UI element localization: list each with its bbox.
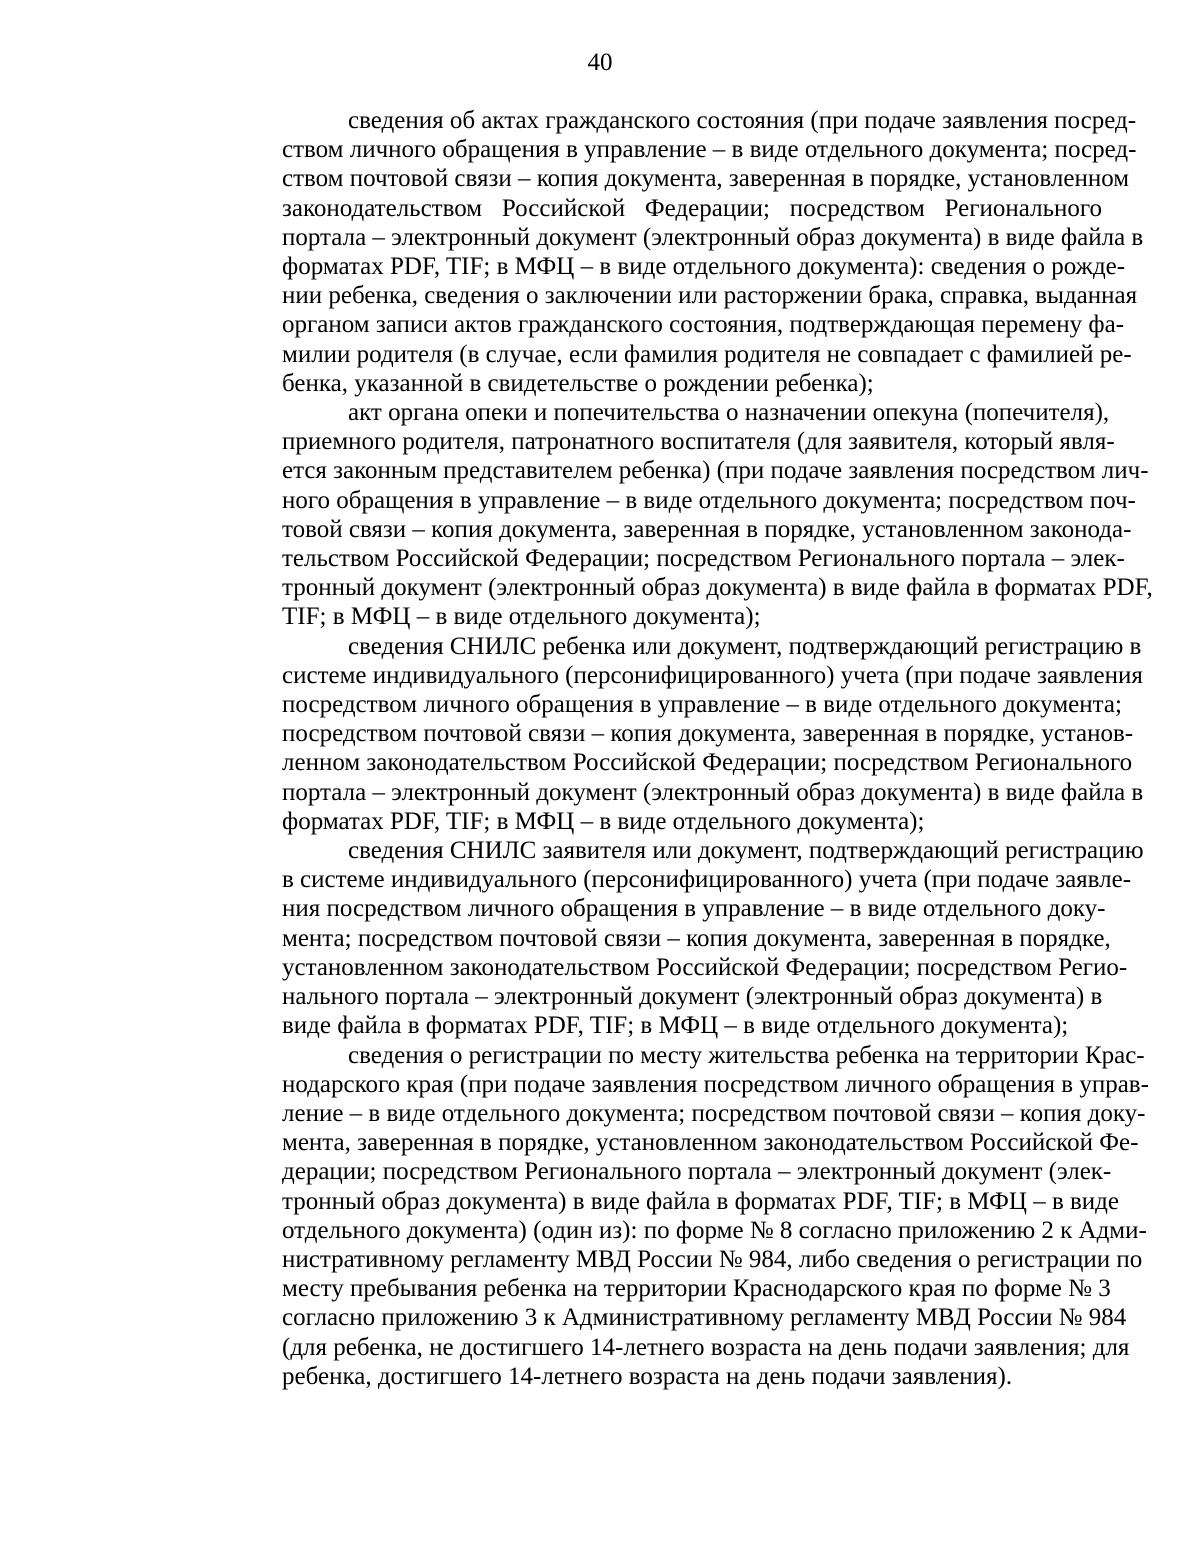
paragraph bbox=[216, 106, 1144, 398]
text-line: акт органа опеки и попечительства о назначении опекуна (попечителя), bbox=[348, 399, 1110, 427]
text-line: (для ребенка, не достигшего 14-летнего возраста на день подачи заявления; для bbox=[282, 1333, 1130, 1361]
text-line: ством почтовой связи – копия документа, заверенная в порядке, установленном bbox=[282, 165, 1130, 193]
text-line: TIF; в МФЦ – в виде отдельного документа); bbox=[282, 603, 761, 631]
text-line: портала – электронный документ (электронный образ документа) в виде файла в bbox=[282, 223, 1144, 251]
text-line: дерации; посредством Регионального портала – электронный документ (элек- bbox=[282, 1158, 1112, 1186]
text-line: ется законным представителем ребенка) (при подаче заявления посредством лич- bbox=[282, 457, 1149, 485]
text-line: ния посредством личного обращения в управление – в виде отдельного доку- bbox=[282, 895, 1106, 923]
text-line: отдельного документа) (один из): по форме № 8 согласно приложению 2 к Адми- bbox=[282, 1216, 1147, 1244]
text-line: мента, заверенная в порядке, установленном законодательством Российской Фе- bbox=[282, 1129, 1139, 1157]
page-number: 40 bbox=[587, 49, 613, 76]
text-line: ленном законодательством Российской Федерации; посредством Регионального bbox=[282, 749, 1133, 777]
text-line: ством личного обращения в управление – в виде отдельного документа; посред- bbox=[282, 136, 1137, 164]
text-line: месту пребывания ребенка на территории Краснодарского края по форме № 3 bbox=[282, 1275, 1111, 1303]
text-line: ребенка, достигшего 14-летнего возраста на день подачи заявления). bbox=[282, 1362, 1013, 1390]
text-line: сведения СНИЛС заявителя или документ, подтверждающий регистрацию bbox=[348, 837, 1144, 865]
text-line: органом записи актов гражданского состояния, подтверждающая перемену фа- bbox=[282, 311, 1125, 339]
text-line: виде файла в форматах PDF, TIF; в МФЦ – в виде отдельного документа); bbox=[282, 1012, 1069, 1040]
text-line: приемного родителя, патронатного воспитателя (для заявителя, который явля- bbox=[282, 428, 1115, 456]
text-line: портала – электронный документ (электронный образ документа) в виде файла в bbox=[282, 778, 1144, 806]
text-line: сведения СНИЛС ребенка или документ, подтверждающий регистрацию в bbox=[348, 632, 1142, 660]
text-line: посредством почтовой связи – копия документа, заверенная в порядке, установ- bbox=[282, 720, 1134, 748]
text-line: форматах PDF, TIF; в МФЦ – в виде отдельного документа): сведения о рожде- bbox=[282, 253, 1126, 281]
text-line: тронный документ (электронный образ документа) в виде файла в форматах PDF, bbox=[282, 574, 1153, 602]
text-line: нистративному регламенту МВД России № 984, либо сведения о регистрации по bbox=[282, 1245, 1143, 1273]
text-line: тельством Российской Федерации; посредством Регионального портала – элек- bbox=[282, 545, 1125, 573]
text-line: системе индивидуального (персонифицированного) учета (при подаче заявления bbox=[282, 661, 1143, 689]
paragraph bbox=[216, 836, 1144, 1040]
paragraph bbox=[216, 632, 1144, 836]
text-line: согласно приложению 3 к Административному регламенту МВД России № 984 bbox=[282, 1304, 1127, 1332]
text-line: сведения о регистрации по месту жительства ребенка на территории Крас- bbox=[348, 1041, 1145, 1069]
paragraph bbox=[216, 398, 1153, 632]
text-line: тронный образ документа) в виде файла в форматах PDF, TIF; в МФЦ – в виде bbox=[282, 1187, 1119, 1215]
text-line: милии родителя (в случае, если фамилия родителя не совпадает с фамилией ре- bbox=[282, 340, 1132, 368]
text-line: нального портала – электронный документ (электронный образ документа) в bbox=[282, 983, 1103, 1011]
text-line: форматах PDF, TIF; в МФЦ – в виде отдельного документа); bbox=[282, 807, 925, 835]
document-body bbox=[216, 106, 1153, 1391]
text-line: бенка, указанной в свидетельстве о рождении ребенка); bbox=[282, 369, 874, 397]
paragraph bbox=[216, 1041, 1149, 1391]
text-line: мента; посредством почтовой связи – копия документа, заверенная в порядке, bbox=[282, 924, 1111, 952]
text-line: нодарского края (при подаче заявления посредством личного обращения в управ- bbox=[282, 1070, 1149, 1098]
text-line: установленном законодательством Российской Федерации; посредством Регио- bbox=[282, 953, 1128, 981]
text-line: сведения об актах гражданского состояния (при подаче заявления посред- bbox=[348, 107, 1137, 134]
text-line: нии ребенка, сведения о заключении или расторжении брака, справка, выданная bbox=[282, 282, 1138, 310]
text-line: товой связи – копия документа, заверенная в порядке, установленном законода- bbox=[282, 515, 1132, 543]
text-line: ление – в виде отдельного документа; посредством почтовой связи – копия доку- bbox=[282, 1099, 1146, 1127]
text-line: законодательством Российской Федерации; посредством Регионального bbox=[282, 194, 1102, 222]
text-line: в системе индивидуального (персонифицированного) учета (при подаче заявле- bbox=[282, 866, 1132, 894]
text-line: посредством личного обращения в управление – в виде отдельного документа; bbox=[282, 691, 1122, 719]
text-line: ного обращения в управление – в виде отдельного документа; посредством поч- bbox=[282, 486, 1136, 514]
